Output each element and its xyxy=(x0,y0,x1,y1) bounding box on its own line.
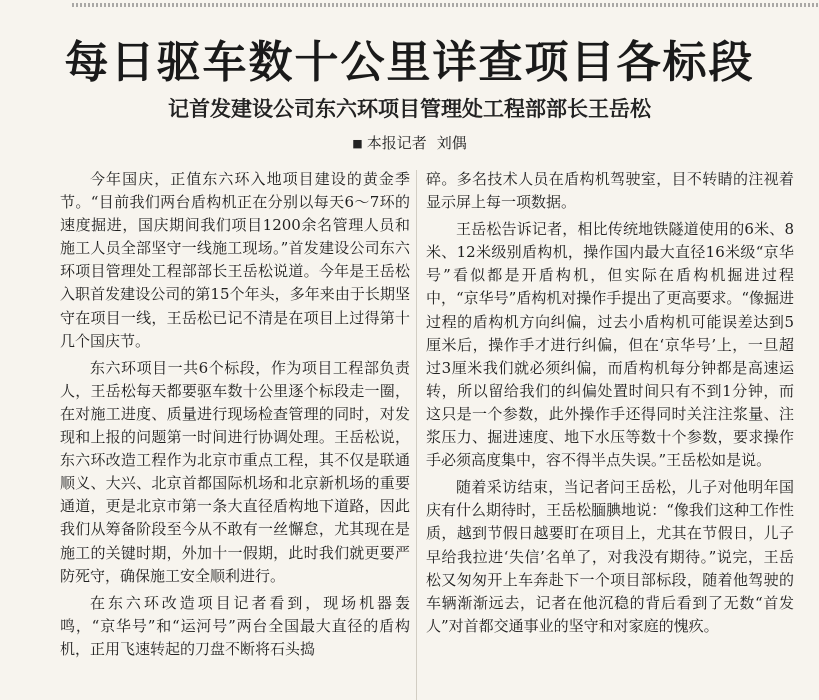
byline-label: 本报记者 xyxy=(366,134,427,152)
headline: 每日驱车数十公里详查项目各标段 xyxy=(64,37,755,88)
paragraph: 今年国庆，正值东六环入地项目建设的黄金季节。“目前我们两台盾构机正在分别以每天6～7环的速度掘进，国庆期间我们项目1200余名管理人员和施工人员全部坚守一线施工现场。”首发建设公司东六环项目管理处工程部部长王岳松说道。今年是王岳松入职首发建设公司的第15个年头，多年来由于长期坚守在项目一线，王岳松已记不清是在项目上过得第十几个国庆节。 xyxy=(60,170,410,350)
paragraph: 东六环项目一共6个标段，作为项目工程部负责人，王岳松每天都要驱车数十公里逐个标段走一圈，在对施工进度、质量进行现场检查管理的同时，对发现和上报的问题第一时间进行协调处理。王岳松说，东六环改造工程作为北京市重点工程，其不仅是联通顺义、大兴、北京首都国际机场和北京新机场的重要通道，更是北京市第一条大直径盾构地下道路，因此我们从筹备阶段至今从不敢有一丝懈怠，尤其现在是施工的关键时期，外加十一假期，此时我们就更要严防死守，确保施工安全顺利进行。 xyxy=(60,358,410,585)
subheadline: 记首发建设公司东六环项目管理处工程部部长王岳松 xyxy=(168,97,651,121)
byline xyxy=(0,132,819,155)
article-column-right xyxy=(426,168,794,642)
article-column-left xyxy=(60,168,410,665)
paragraph: 在东六环改造项目记者看到，现场机器轰鸣，“京华号”和“运河号”两台全国最大直径的盾构机，正用飞速转起的刀盘不断将石头捣 xyxy=(60,593,410,658)
top-rule xyxy=(72,3,819,7)
paragraph: 王岳松告诉记者，相比传统地铁隧道使用的6米、8米、12米级别盾构机，操作国内最大直径16米级“京华号”看似都是开盾构机，但实际在盾构机掘进过程中，“京华号”盾构机对操作手提出了更高要求。“像掘进过程的盾构机方向纠偏，过去小盾构机可能误差达到5厘米后，操作手才进行纠偏，但在‘京华号’上，一旦超过3厘米我们就必须纠偏，而盾构机每分钟都是高速运转，所以留给我们的纠偏处置时间只有不到1分钟，而这只是一个参数，此外操作手还得同时关注注浆量、注浆压力、掘进速度、地下水压等数十个参数，要求操作手必须高度集中，容不得半点失误。”王岳松如是说。 xyxy=(426,220,795,470)
byline-square-icon: ■ xyxy=(352,137,363,150)
paragraph-continued: 碎。多名技术人员在盾构机驾驶室，目不转睛的注视着显示屏上每一项数据。 xyxy=(426,170,794,212)
paragraph: 随着采访结束，当记者问王岳松，儿子对他明年国庆有什么期待时，王岳松腼腆地说：“像我们这种工作性质，越到节假日越要盯在项目上，尤其在节假日，儿子早给我拉进‘失信’名单了，对我没有期待。”说完，王岳松又匆匆开上车奔赴下一个项目部标段，随着他驾驶的车辆渐渐远去，记者在他沉稳的背后看到了无数“首发人”对首都交通事业的坚守和对家庭的愧疚。 xyxy=(426,478,794,635)
byline-author: 刘偶 xyxy=(436,134,467,152)
column-divider xyxy=(416,170,417,700)
